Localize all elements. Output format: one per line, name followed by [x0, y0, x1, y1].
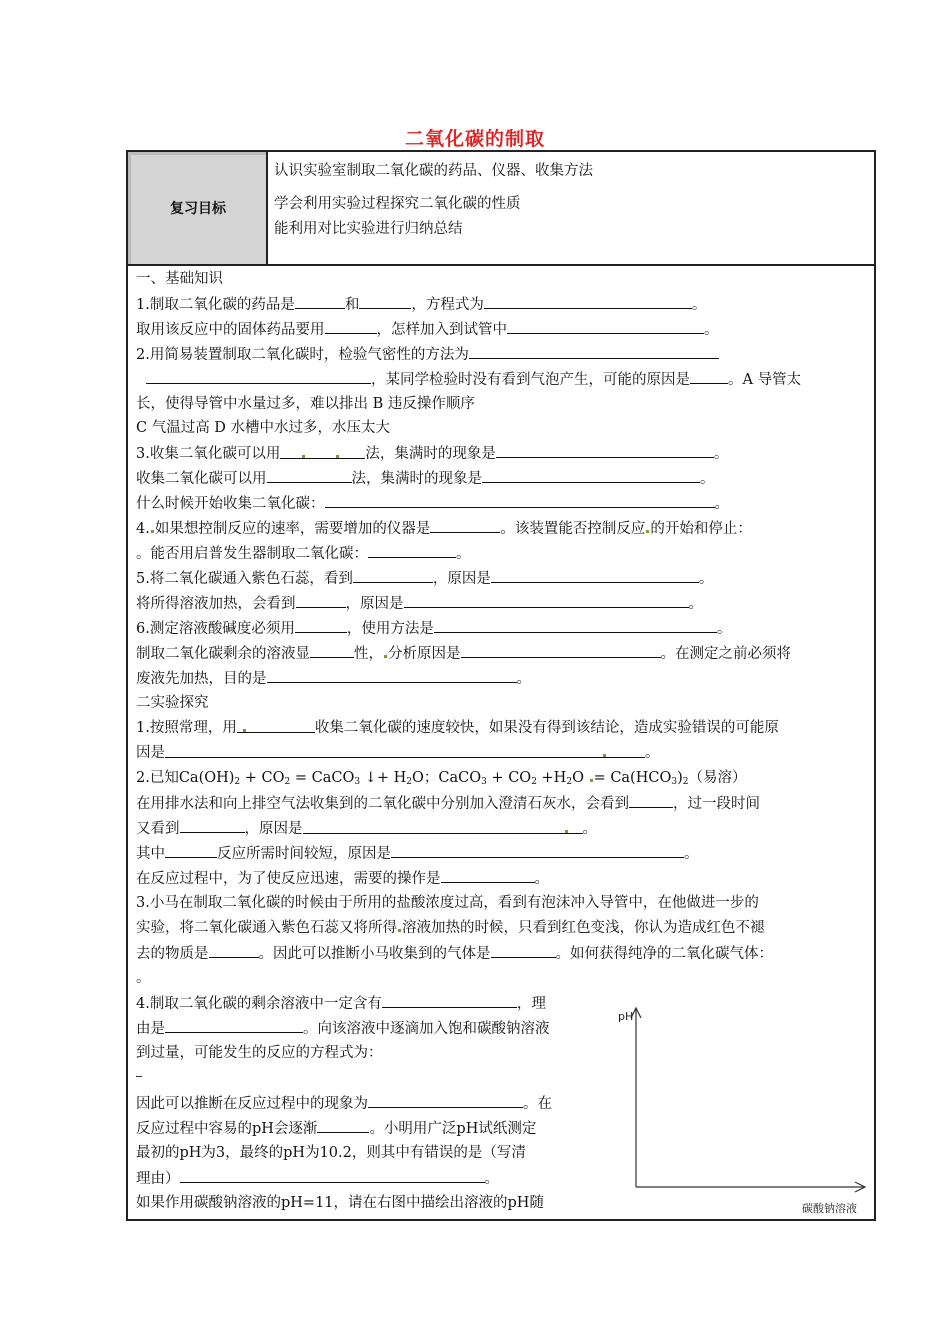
- q6-line-3: 废液先加热，目的是 。: [136, 668, 531, 689]
- answer-blank[interactable]: [295, 294, 345, 309]
- q5-line-2: 将所得溶液加热，会看到 ，原因是 。: [136, 593, 703, 614]
- q3-line-2: 收集二氧化碳可以用 法，集满时的现象是 。: [136, 468, 715, 489]
- x-axis-label: 碳酸钠溶液: [802, 1202, 857, 1215]
- answer-blank[interactable]: [368, 543, 456, 558]
- answer-blank[interactable]: [180, 1168, 485, 1183]
- e3-line-1: 3.小马在制取二氧化碳的时候由于所用的盐酸浓度过高，看到有泡沫冲入导管中，在他做进一步的: [136, 895, 759, 911]
- q3-line-1: 3.收集二氧化碳可以用 法，集满时的现象是 。: [136, 443, 728, 464]
- answer-blank[interactable]: [484, 294, 692, 309]
- e3-line-3: 去的物质是 。因此可以推断小马收集到的气体是 。如何获得纯净的二氧化碳气体：: [136, 943, 773, 964]
- e2-line-5: 在反应过程中，为了使反应迅速，需要的操作是 。: [136, 868, 549, 889]
- e2-line-4: 其中 反应所需时间较短，原因是 。: [136, 843, 699, 864]
- answer-blank[interactable]: [368, 1093, 523, 1108]
- section-1-heading: 一、基础知识: [136, 271, 223, 287]
- q4-line-1: 4. 如果想控制反应的速率，需要增加的仪器是 。该装置能否控制反应 的开始和停止：: [136, 518, 752, 539]
- answer-blank[interactable]: [180, 818, 245, 833]
- answer-blank[interactable]: [310, 643, 354, 658]
- answer-blank[interactable]: [690, 369, 728, 384]
- answer-blank[interactable]: [391, 843, 684, 858]
- q2-line-3: 长，使得导管中水量过多，难以排出 B 违反操作顺序: [136, 396, 475, 412]
- e2-equation: 2.已知$Ca(OH)_2 + CO_2$ = CaCO$_3$ ↓+ $H_2O$；CaCO$_3$ + $CO_2 +H_2O = Ca(HCO_3)_2$（易溶）: [136, 770, 747, 787]
- answer-blank[interactable]: [482, 468, 700, 483]
- e4-line-2: 由是 。向该溶液中逐滴加入饱和碳酸钠溶液: [136, 1018, 550, 1039]
- answer-blank[interactable]: [237, 718, 315, 733]
- page-title: 二氧化碳的制取: [404, 128, 545, 150]
- answer-blank[interactable]: [303, 819, 583, 834]
- answer-blank[interactable]: [430, 518, 500, 533]
- answer-blank[interactable]: [325, 493, 715, 508]
- e3-line-2: 实验，将二氧化碳通入紫色石蕊又将所得 溶液加热的时候，只看到红色变浅，你认为造成红色不褪: [136, 920, 765, 936]
- goal-item-1: 认识实验室制取二氧化碳的药品、仪器、收集方法: [274, 163, 593, 179]
- ph-chart[interactable]: [618, 1002, 875, 1217]
- answer-blank[interactable]: [267, 468, 352, 483]
- q6-line-2: 制取二氧化碳剩余的溶液显 性， 分析原因是 。在测定之前必须将: [136, 643, 791, 664]
- answer-blank[interactable]: [491, 568, 699, 583]
- answer-blank[interactable]: [209, 943, 259, 958]
- answer-blank[interactable]: [629, 793, 673, 808]
- e1-line-1: 1.按照常理，用 收集二氧化碳的速度较快，如果没有得到该结论，造成实验错误的可能原: [136, 720, 779, 736]
- review-goals-row: [128, 152, 874, 266]
- answer-blank[interactable]: [469, 344, 719, 359]
- section-2-heading: 二实验探究: [136, 695, 209, 711]
- q3-line-3: 什么时候开始收集二氧化碳： 。: [136, 493, 729, 514]
- q2-line-1: 2.用简易装置制取二氧化碳时，检验气密性的方法为: [136, 344, 719, 365]
- q1-line-2: 取用该反应中的固体药品要用 ，怎样加入到试管中 。: [136, 319, 719, 340]
- answer-blank[interactable]: [491, 943, 556, 958]
- answer-blank[interactable]: [496, 443, 714, 458]
- e4-line-8: 如果作用碳酸钠溶液的pH=11，请在右图中描绘出溶液的pH随: [136, 1195, 544, 1211]
- e2-line-2: 在用排水法和向上排空气法收集到的二氧化碳中分别加入澄清石灰水，会看到 ，过一段时间: [136, 793, 760, 814]
- answer-blank[interactable]: [434, 618, 717, 633]
- q1-line-1: 1.制取二氧化碳的药品是 和 ，方程式为 。: [136, 294, 706, 315]
- q5-line-1: 5.将二氧化碳通入紫色石蕊，看到 ，原因是 。: [136, 568, 713, 589]
- answer-blank[interactable]: [325, 319, 377, 334]
- e4-line-3: 到过量，可能发生的反应的方程式为：: [136, 1045, 383, 1061]
- answer-blank[interactable]: [461, 643, 661, 658]
- y-axis-label: pH: [618, 1010, 634, 1023]
- answer-blank[interactable]: [382, 993, 517, 1008]
- answer-blank[interactable]: [404, 593, 689, 608]
- q4-line-2: 。能否用启普发生器制取二氧化碳： 。: [136, 543, 471, 564]
- answer-blank[interactable]: [296, 593, 346, 608]
- e1-line-2: 因是 。: [136, 745, 660, 761]
- e4-line-1: 4.制取二氧化碳的剩余溶液中一定含有 ，理: [136, 993, 546, 1014]
- q6-line-1: 6.测定溶液酸碱度必须用 ，使用方法是 。: [136, 618, 731, 639]
- answer-blank[interactable]: [317, 1118, 369, 1133]
- answer-blank[interactable]: [353, 568, 433, 583]
- answer-blank[interactable]: [280, 444, 365, 459]
- e4-line-4: 因此可以推断在反应过程中的现象为 。在: [136, 1093, 552, 1114]
- answer-blank[interactable]: [295, 618, 347, 633]
- review-goals-label: 复习目标: [170, 201, 226, 217]
- answer-blank[interactable]: [267, 668, 517, 683]
- e4-line-5: 反应过程中容易的pH会逐渐 。小明用广泛pH试纸测定: [136, 1118, 536, 1139]
- goal-item-3: 能利用对比实验进行归纳总结: [274, 221, 463, 237]
- e4-line-7: 理由） 。: [136, 1168, 499, 1189]
- e2-line-3: 又看到 ，原因是 。: [136, 818, 597, 839]
- answer-blank[interactable]: [165, 743, 645, 758]
- goal-item-2: 学会利用实验过程探究二氧化碳的性质: [274, 196, 521, 212]
- review-goals-label-cell: [128, 152, 268, 264]
- answer-blank[interactable]: [165, 1018, 303, 1033]
- equation-answer-area[interactable]: [136, 1063, 144, 1075]
- e4-line-6: 最初的pH为3，最终的pH为10.2，则其中有错误的是（写清: [136, 1145, 526, 1161]
- q2-line-4: C 气温过高 D 水槽中水过多，水压太大: [136, 420, 391, 436]
- answer-blank[interactable]: [441, 868, 535, 883]
- answer-blank[interactable]: [165, 843, 217, 858]
- answer-blank[interactable]: [359, 294, 411, 309]
- answer-blank[interactable]: [146, 369, 371, 384]
- e3-line-4: 。: [136, 970, 151, 986]
- q2-line-2: ，某同学检验时没有看到气泡产生，可能的原因是 。A 导管太: [136, 369, 801, 390]
- answer-blank[interactable]: [507, 319, 704, 334]
